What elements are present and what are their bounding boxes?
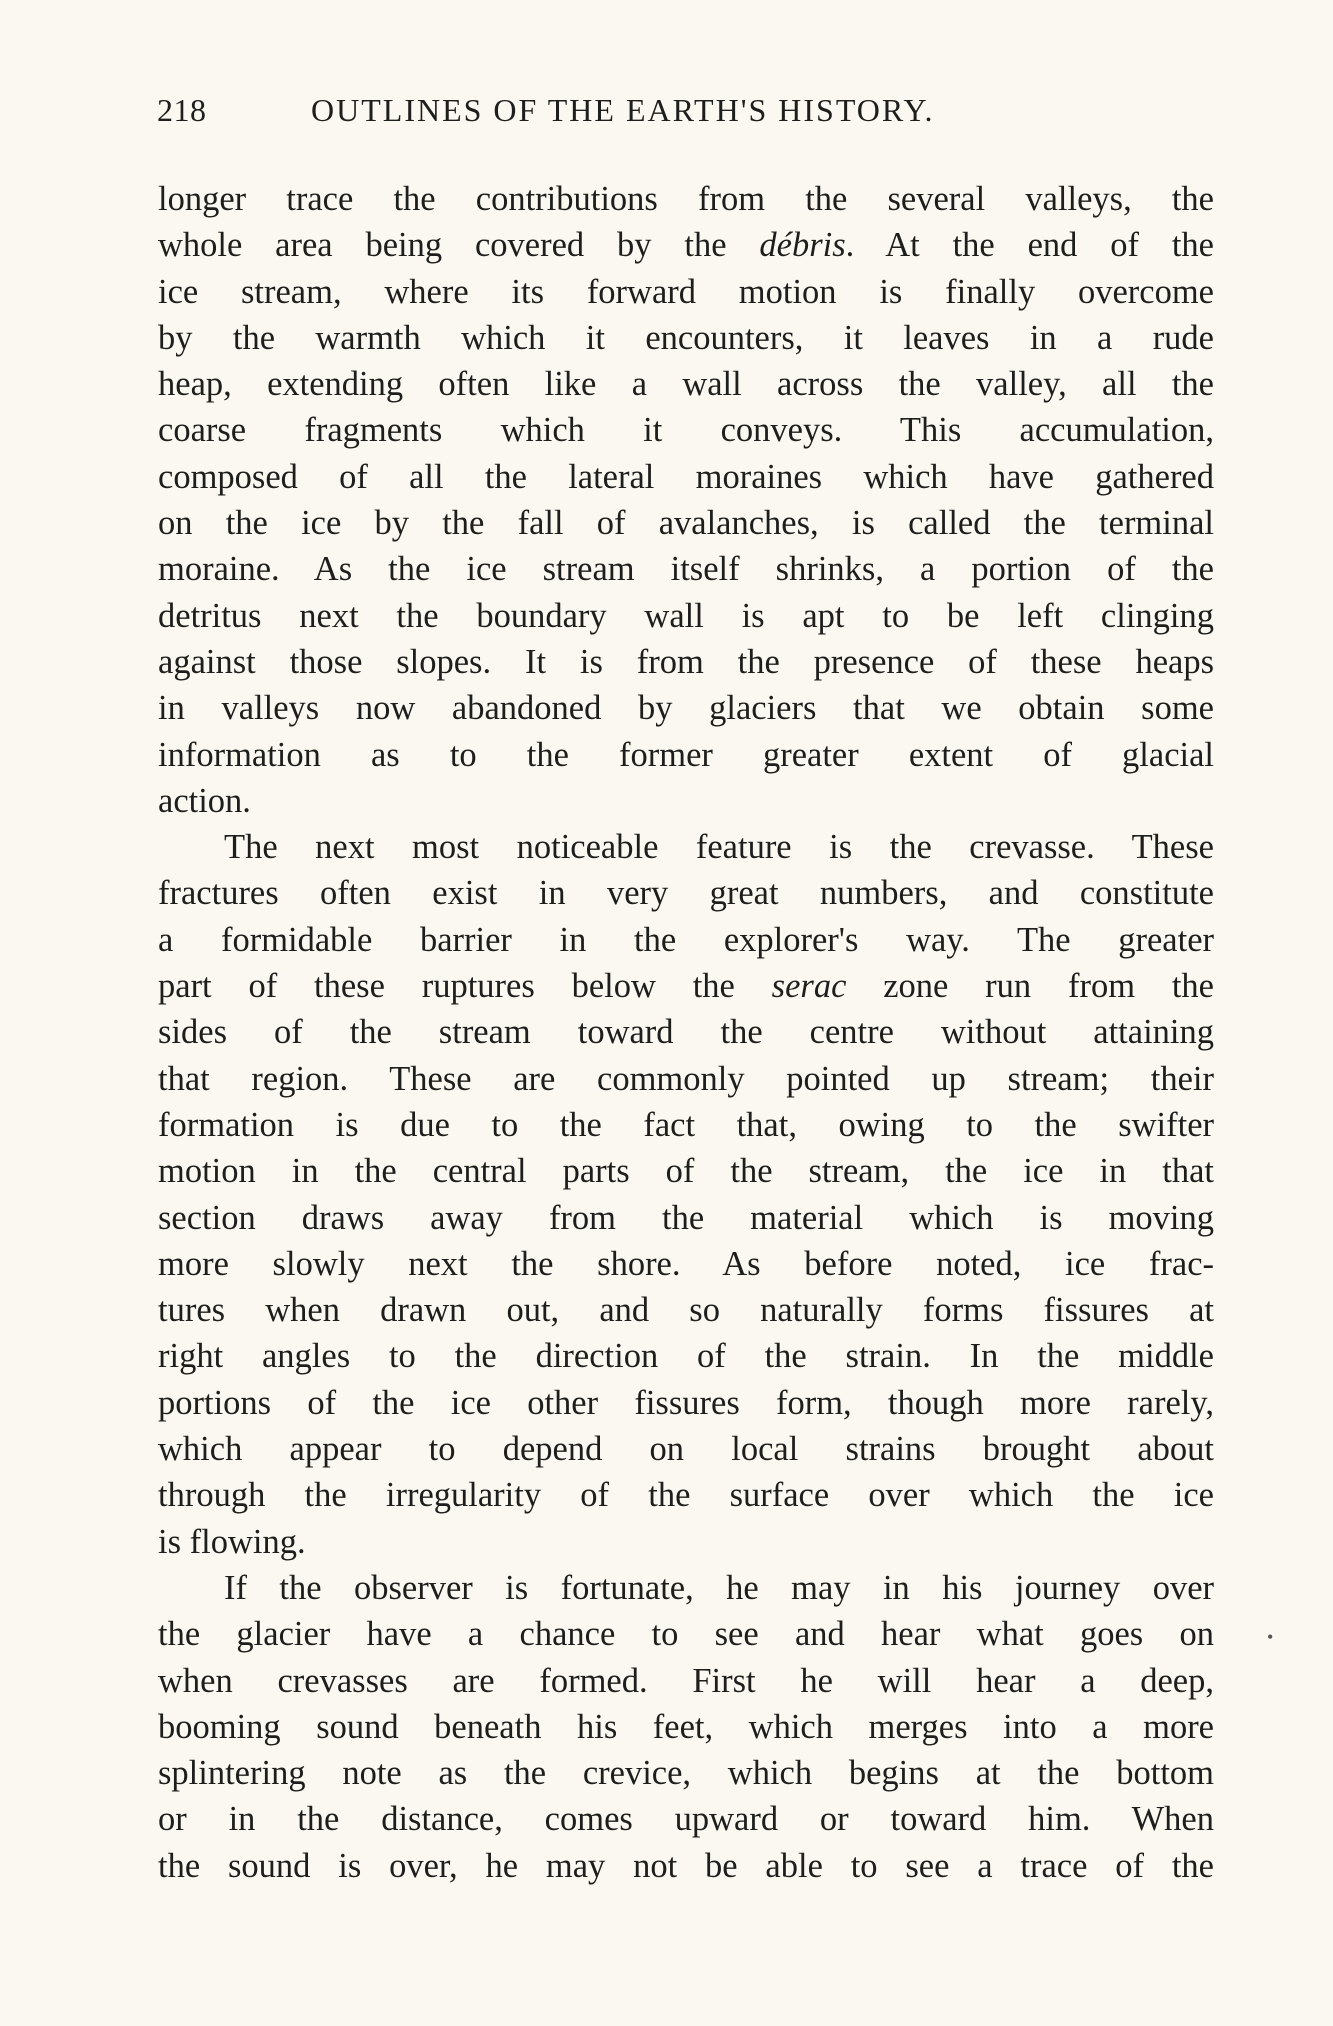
text-line: by the warmth which it encounters, it leaves in a rude	[158, 318, 1214, 357]
running-title: OUTLINES OF THE EARTH'S HISTORY.	[311, 92, 935, 128]
text-line: information as to the former greater extent of glacial	[158, 735, 1214, 774]
text-line: when crevasses are formed. First he will hear a deep,	[158, 1661, 1214, 1700]
page-number: 218	[157, 92, 207, 128]
text-line: fractures often exist in very great numbers, and constitute	[158, 874, 1214, 913]
text-line: coarse fragments which it conveys. This accumulation,	[158, 411, 1214, 450]
text-line: booming sound beneath his feet, which merges into a more	[158, 1707, 1214, 1746]
text-line: whole area being covered by the débris. At the end of the	[158, 226, 1214, 265]
text-line: heap, extending often like a wall across the valley, all the	[158, 365, 1214, 404]
text-line: If the observer is fortunate, he may in his journey over	[224, 1568, 1214, 1607]
text-line: on the ice by the fall of avalanches, is called the terminal	[158, 504, 1214, 543]
text-line: ice stream, where its forward motion is finally overcome	[158, 272, 1214, 311]
text-line: moraine. As the ice stream itself shrinks, a portion of the	[158, 550, 1214, 589]
text-line: or in the distance, comes upward or toward him. When	[158, 1800, 1214, 1839]
text-line: The next most noticeable feature is the crevasse. These	[224, 828, 1214, 867]
text-line: which appear to depend on local strains brought about	[158, 1430, 1214, 1469]
text-line: longer trace the contributions from the several valleys, the	[158, 180, 1214, 218]
text-line: composed of all the lateral moraines which have gathered	[158, 457, 1214, 496]
italic-word: débris	[759, 226, 846, 265]
text-line: against those slopes. It is from the presence of these heaps	[158, 642, 1214, 681]
text-line: right angles to the direction of the strain. In the middle	[158, 1337, 1214, 1376]
text-line: that region. These are commonly pointed up stream; their	[158, 1059, 1214, 1098]
text-line: formation is due to the fact that, owing to the swifter	[158, 1105, 1214, 1144]
text-line: action.	[158, 781, 251, 820]
text-line: through the irregularity of the surface over which the ice	[158, 1476, 1214, 1515]
text-line: is flowing.	[158, 1522, 306, 1561]
italic-word: serac	[771, 967, 847, 1006]
text-line: part of these ruptures below the serac zone run from the	[158, 967, 1214, 1006]
text-line: in valleys now abandoned by glaciers that we obtain some	[158, 689, 1214, 728]
text-line: tures when drawn out, and so naturally forms fissures at	[158, 1291, 1214, 1330]
text-line: a formidable barrier in the explorer's way. The greater	[158, 920, 1214, 959]
text-line: detritus next the boundary wall is apt to be left clinging	[158, 596, 1214, 635]
text-line: the glacier have a chance to see and hear what goes on	[158, 1615, 1214, 1654]
running-head	[157, 92, 1217, 142]
text-line: more slowly next the shore. As before noted, ice frac-	[158, 1244, 1214, 1283]
text-line: portions of the ice other fissures form, though more rarely,	[158, 1383, 1214, 1422]
text-line: the sound is over, he may not be able to see a trace of the	[158, 1846, 1214, 1885]
text-line: motion in the central parts of the stream, the ice in that	[158, 1152, 1214, 1191]
text-line: section draws away from the material which is moving	[158, 1198, 1214, 1237]
text-line: sides of the stream toward the centre without attaining	[158, 1013, 1214, 1052]
body-text	[158, 176, 1214, 1889]
margin-speck-icon: •	[1267, 1627, 1274, 1647]
text-line: splintering note as the crevice, which begins at the bottom	[158, 1754, 1214, 1793]
